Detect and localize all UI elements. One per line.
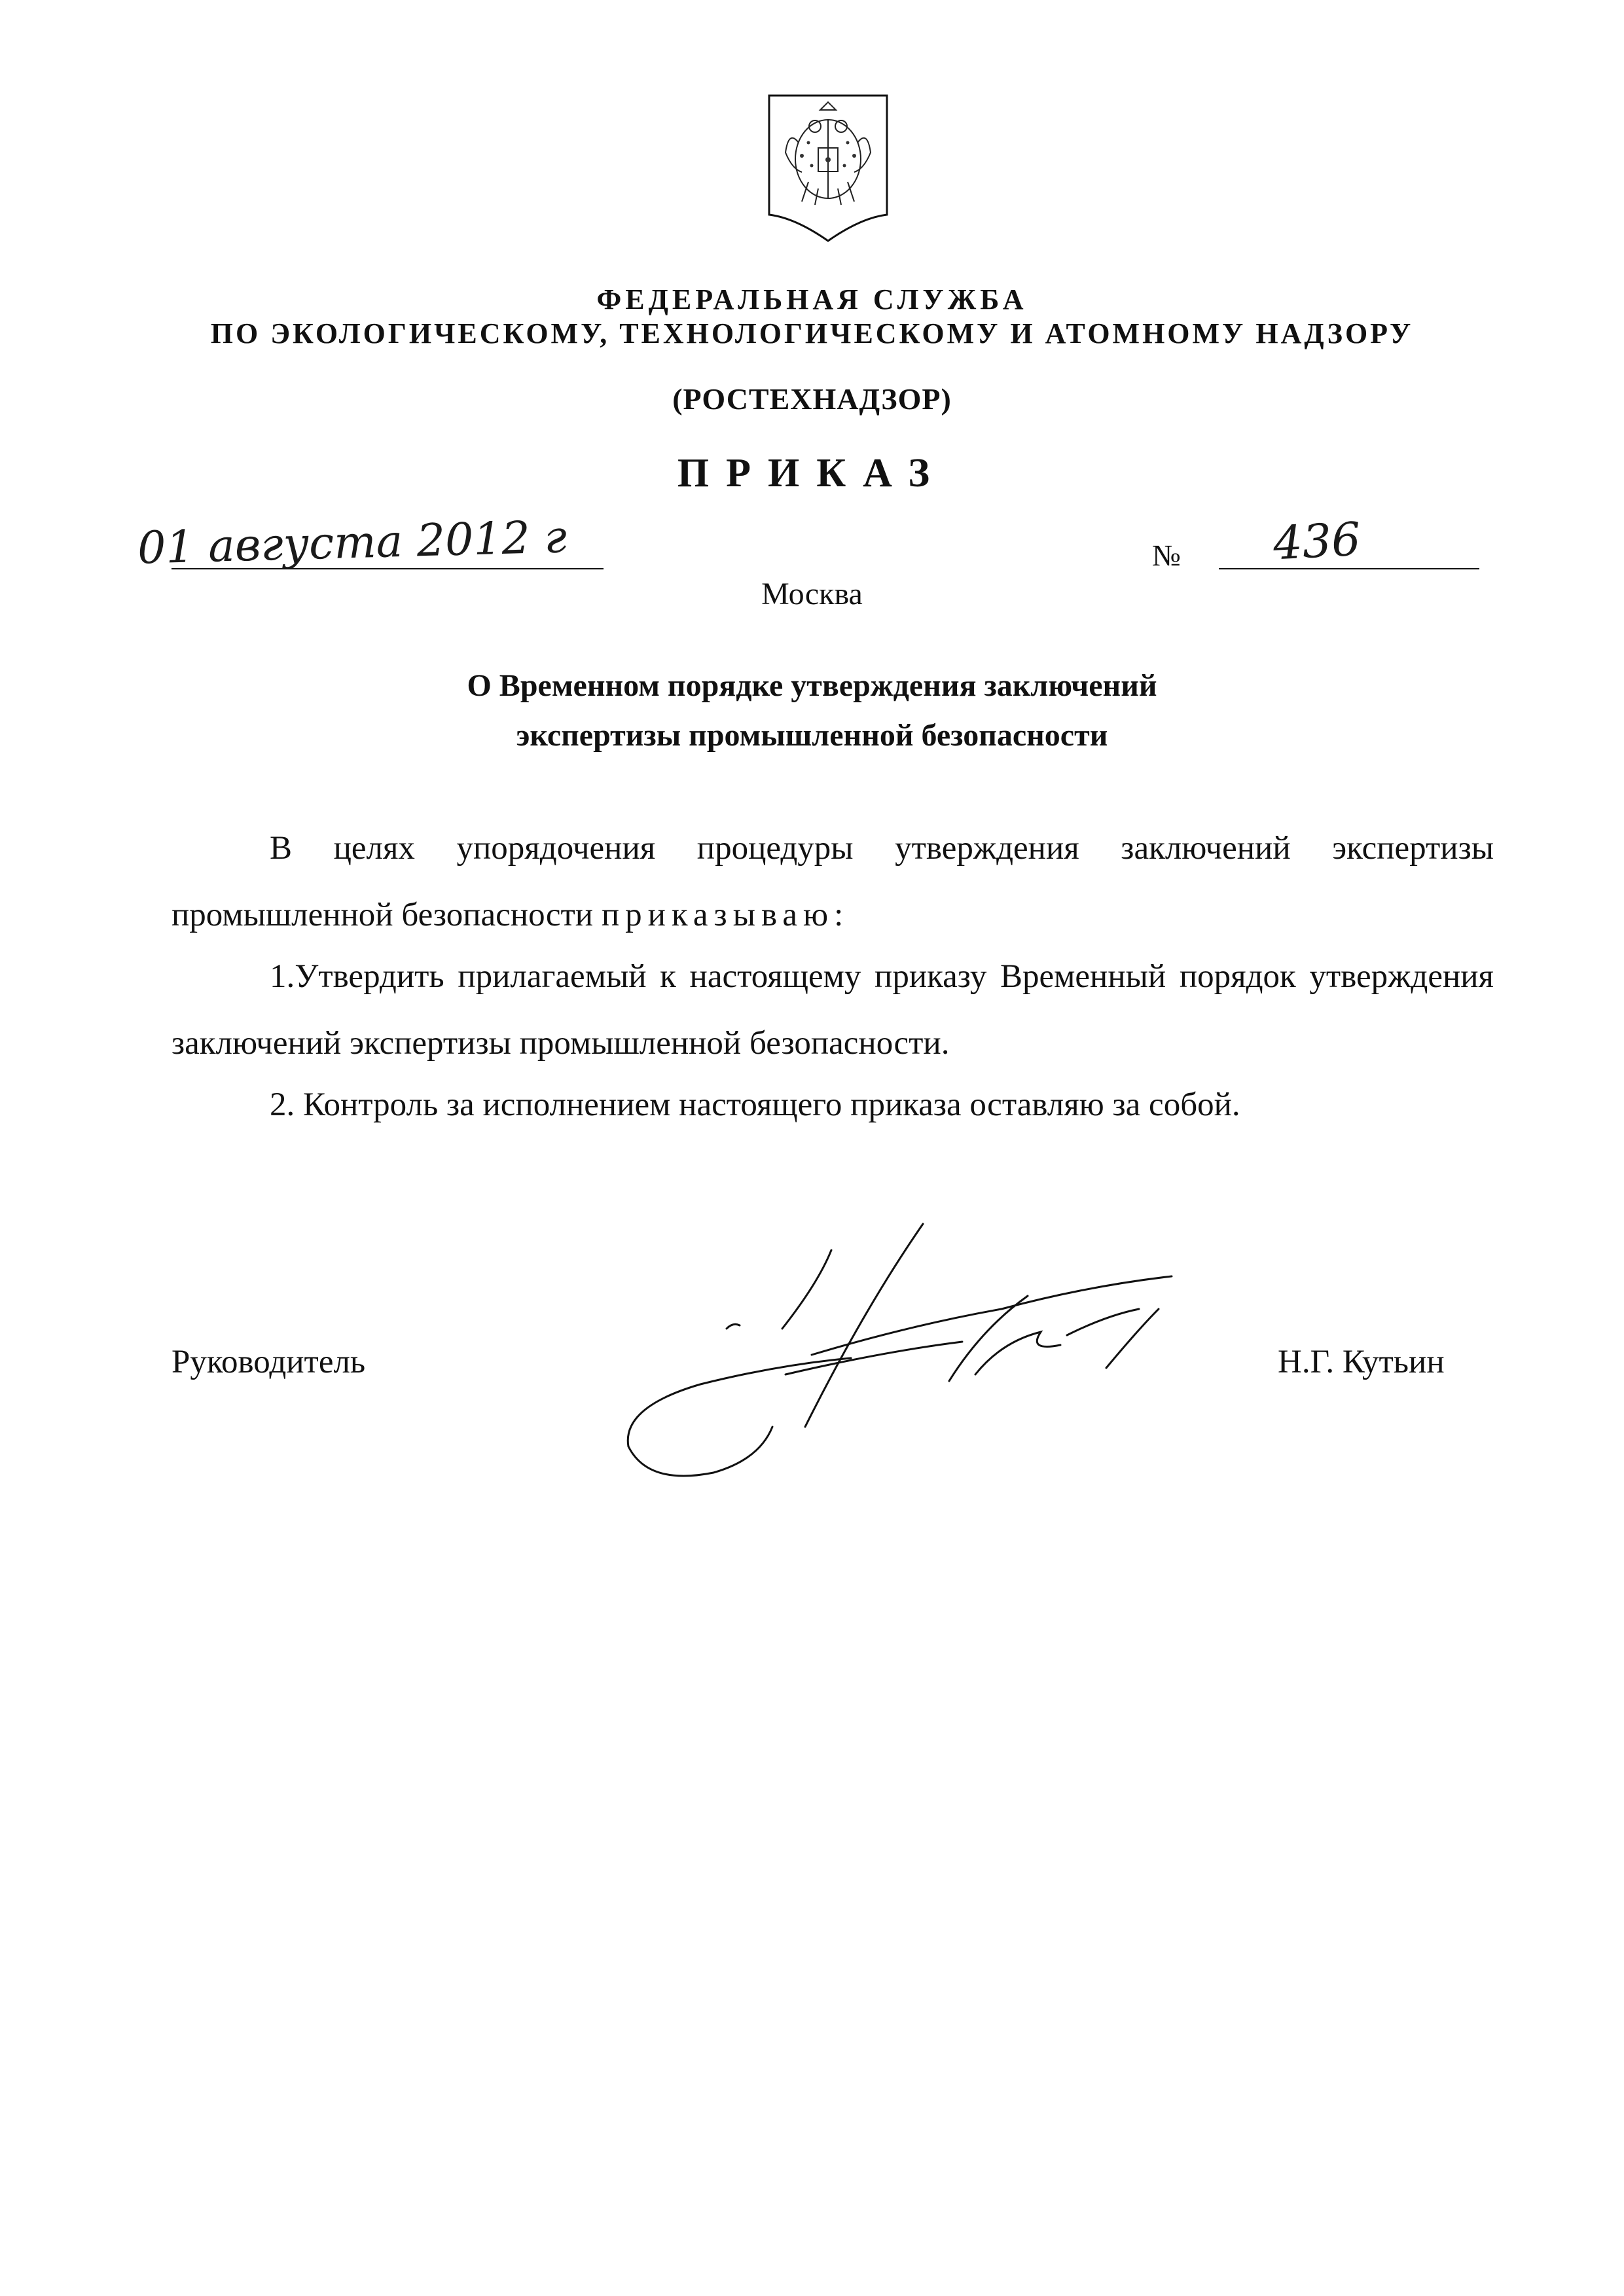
preamble-colon: : [834,897,844,933]
coat-of-arms-emblem-icon [763,90,893,244]
paragraph-item-1: 1.Утвердить прилагаемый к настоящему приказу Временный порядок утверждения заключений экспертизы промышленной безопасности. [171,958,1494,1062]
subject-line2: экспертизы промышленной безопасности [516,718,1108,753]
city: Москва [761,577,863,611]
number-label: № [1152,539,1181,572]
handwritten-number: 436 [1271,512,1362,571]
handwritten-signature [609,1211,1231,1518]
subject-line1: О Временном порядке утверждения заключений [467,668,1157,703]
date-underline [171,568,604,569]
org-name-line1: ФЕДЕРАЛЬНАЯ СЛУЖБА [596,283,1028,315]
order-keyword: приказываю [601,897,835,933]
paragraph-preamble [171,815,1494,948]
document-type-title: ПРИКАЗ [677,451,947,495]
org-short-name: (РОСТЕХНАДЗОР) [672,382,952,416]
number-underline [1219,568,1479,569]
paragraph-item-2: 2. Контроль за исполнением настоящего приказа оставляю за собой. [270,1086,1240,1123]
signatory-name: Н.Г. Кутьин [1278,1344,1445,1380]
handwritten-date: 01 августа 2012 г [137,511,568,575]
org-name-line2: ПО ЭКОЛОГИЧЕСКОМУ, ТЕХНОЛОГИЧЕСКОМУ И АТОМНОМУ НАДЗОРУ [210,317,1414,350]
preamble-text: В целях упорядочения процедуры утверждения заключений экспертизы промышленной безопасности [171,830,1494,933]
signatory-position: Руководитель [171,1344,366,1380]
